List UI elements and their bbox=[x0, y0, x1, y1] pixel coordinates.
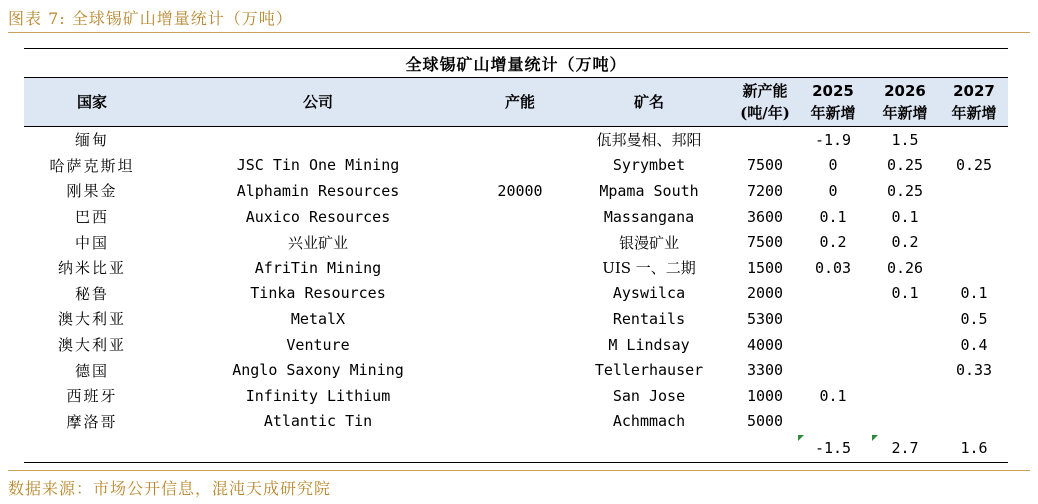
table-row bbox=[24, 383, 1008, 409]
cell-y2025: -1.9 bbox=[814, 130, 852, 149]
cell-country: 澳大利亚 bbox=[57, 336, 126, 355]
total-2026 bbox=[870, 434, 940, 463]
cell-capacity bbox=[476, 229, 564, 255]
cell-y2027 bbox=[940, 178, 1008, 204]
cell-company bbox=[160, 127, 476, 153]
totals-empty-cell bbox=[24, 434, 160, 463]
cell-mine: M Lindsay bbox=[608, 335, 690, 354]
totals-empty-cell bbox=[160, 434, 476, 463]
cell-y2026: 0.26 bbox=[886, 258, 924, 277]
header-mine: 矿名 bbox=[564, 78, 734, 127]
cell-y2026 bbox=[870, 332, 940, 358]
cell-new-capacity: 5300 bbox=[746, 309, 784, 328]
cell-country: 秘鲁 bbox=[74, 284, 109, 303]
cell-country: 缅甸 bbox=[74, 131, 109, 150]
cell-country: 德国 bbox=[74, 361, 109, 380]
total-value: 2.7 bbox=[891, 439, 919, 458]
header-2025 bbox=[796, 78, 870, 127]
header-2027 bbox=[940, 78, 1008, 127]
table-row bbox=[24, 357, 1008, 383]
cell-y2026: 0.1 bbox=[891, 207, 919, 226]
cell-y2027 bbox=[940, 127, 1008, 153]
cell-company: Alphamin Resources bbox=[236, 181, 400, 200]
cell-capacity bbox=[476, 153, 564, 179]
cell-y2027: 0.5 bbox=[960, 309, 988, 328]
header-2026-label: 年新增 bbox=[882, 104, 928, 122]
header-2026-year: 2026 bbox=[884, 82, 926, 100]
cell-capacity bbox=[476, 127, 564, 153]
cell-company: Atlantic Tin bbox=[263, 412, 373, 431]
cell-y2026: 0.25 bbox=[886, 156, 924, 175]
cell-y2025 bbox=[796, 332, 870, 358]
cell-mine: Rentails bbox=[612, 309, 686, 328]
cell-mine: Mpama South bbox=[599, 181, 699, 200]
cell-y2025: 0.2 bbox=[819, 233, 847, 252]
cell-country: 澳大利亚 bbox=[57, 310, 126, 329]
cell-mine: Massangana bbox=[603, 207, 695, 226]
cell-capacity: 20000 bbox=[497, 181, 543, 200]
totals-row bbox=[24, 434, 1008, 463]
cell-country: 巴西 bbox=[74, 208, 109, 227]
total-2027 bbox=[940, 434, 1008, 463]
cell-y2026: 0.25 bbox=[886, 181, 924, 200]
cell-new-capacity: 1000 bbox=[746, 386, 784, 405]
cell-y2026: 0.1 bbox=[891, 284, 919, 303]
cell-capacity bbox=[476, 383, 564, 409]
cell-mine: Achmmach bbox=[612, 412, 686, 431]
cell-mine: Ayswilca bbox=[612, 284, 686, 303]
table-row bbox=[24, 127, 1008, 153]
header-new-capacity bbox=[734, 78, 796, 127]
cell-y2026: 0.2 bbox=[891, 233, 919, 252]
cell-y2025 bbox=[796, 409, 870, 435]
cell-mine: San Jose bbox=[612, 386, 686, 405]
cell-y2027 bbox=[940, 204, 1008, 230]
cell-new-capacity bbox=[734, 127, 796, 153]
cell-new-capacity: 1500 bbox=[746, 258, 784, 277]
table-row bbox=[24, 332, 1008, 358]
cell-y2025: 0.1 bbox=[819, 386, 847, 405]
cell-y2026 bbox=[870, 306, 940, 332]
header-2027-label: 年新增 bbox=[951, 104, 997, 122]
cell-y2025: 0.03 bbox=[814, 258, 852, 277]
header-2026 bbox=[870, 78, 940, 127]
top-rule bbox=[8, 32, 1030, 33]
table-row bbox=[24, 255, 1008, 281]
header-2025-label: 年新增 bbox=[810, 104, 856, 122]
cell-y2026 bbox=[870, 383, 940, 409]
cell-y2026 bbox=[870, 357, 940, 383]
cell-country: 摩洛哥 bbox=[66, 412, 118, 431]
cell-y2027: 0.1 bbox=[960, 284, 988, 303]
cell-y2026: 1.5 bbox=[891, 130, 919, 149]
totals-empty-cell bbox=[734, 434, 796, 463]
cell-company: MetalX bbox=[290, 309, 346, 328]
cell-y2027 bbox=[940, 409, 1008, 435]
table-row bbox=[24, 306, 1008, 332]
cell-y2027: 0.25 bbox=[955, 156, 993, 175]
cell-company: Tinka Resources bbox=[250, 284, 386, 303]
cell-y2027: 0.33 bbox=[955, 361, 993, 380]
cell-capacity bbox=[476, 409, 564, 435]
cell-capacity bbox=[476, 255, 564, 281]
cell-y2027: 0.4 bbox=[960, 335, 988, 354]
totals-empty-cell bbox=[476, 434, 564, 463]
cell-capacity bbox=[476, 306, 564, 332]
bottom-rule bbox=[8, 470, 1030, 471]
formula-marker-icon bbox=[798, 435, 804, 441]
header-row bbox=[24, 78, 1008, 127]
cell-new-capacity: 7500 bbox=[746, 233, 784, 252]
header-new-capacity-line2: (吨/年) bbox=[740, 104, 790, 122]
table-row bbox=[24, 229, 1008, 255]
cell-capacity bbox=[476, 357, 564, 383]
cell-mine: Tellerhauser bbox=[594, 361, 704, 380]
cell-y2025: 0.1 bbox=[819, 207, 847, 226]
cell-y2027 bbox=[940, 383, 1008, 409]
cell-mine: 银漫矿业 bbox=[618, 233, 679, 252]
source-note: 数据来源：市场公开信息，混沌天成研究院 bbox=[8, 479, 332, 498]
cell-new-capacity: 7200 bbox=[746, 181, 784, 200]
cell-y2025: 0 bbox=[828, 156, 838, 175]
total-2025 bbox=[796, 434, 870, 463]
header-company: 公司 bbox=[160, 78, 476, 127]
cell-country: 西班牙 bbox=[66, 387, 118, 406]
total-value: 1.6 bbox=[960, 439, 988, 458]
cell-new-capacity: 2000 bbox=[746, 284, 784, 303]
table-container bbox=[24, 48, 1008, 463]
total-value: -1.5 bbox=[814, 439, 852, 458]
cell-new-capacity: 5000 bbox=[746, 412, 784, 431]
cell-new-capacity: 3300 bbox=[746, 361, 784, 380]
table-row bbox=[24, 153, 1008, 179]
table-row bbox=[24, 178, 1008, 204]
header-country: 国家 bbox=[24, 78, 160, 127]
table-row bbox=[24, 281, 1008, 307]
cell-y2025 bbox=[796, 306, 870, 332]
cell-new-capacity: 4000 bbox=[746, 335, 784, 354]
cell-new-capacity: 7500 bbox=[746, 156, 784, 175]
table-caption: 全球锡矿山增量统计（万吨） bbox=[24, 49, 1008, 78]
header-new-capacity-line1: 新产能 bbox=[742, 82, 788, 100]
cell-mine: 佤邦曼相、邦阳 bbox=[596, 131, 702, 150]
cell-company: Infinity Lithium bbox=[245, 386, 391, 405]
cell-y2027 bbox=[940, 229, 1008, 255]
cell-y2025 bbox=[796, 281, 870, 307]
cell-y2026 bbox=[870, 409, 940, 435]
totals-empty-cell bbox=[564, 434, 734, 463]
table-row bbox=[24, 409, 1008, 435]
cell-capacity bbox=[476, 204, 564, 230]
table-row bbox=[24, 204, 1008, 230]
table-body bbox=[24, 127, 1008, 463]
cell-country: 纳米比亚 bbox=[57, 259, 126, 278]
formula-marker-icon bbox=[872, 435, 878, 441]
tin-mine-increment-table bbox=[24, 48, 1008, 463]
cell-mine: UIS 一、二期 bbox=[602, 259, 696, 278]
cell-country: 中国 bbox=[74, 233, 109, 252]
cell-capacity bbox=[476, 332, 564, 358]
cell-company: Anglo Saxony Mining bbox=[232, 361, 404, 380]
cell-y2025: 0 bbox=[828, 181, 838, 200]
cell-capacity bbox=[476, 281, 564, 307]
cell-mine: Syrymbet bbox=[612, 156, 686, 175]
cell-company: Auxico Resources bbox=[245, 207, 391, 226]
cell-country: 哈萨克斯坦 bbox=[49, 156, 135, 175]
cell-y2025 bbox=[796, 357, 870, 383]
cell-new-capacity: 3600 bbox=[746, 207, 784, 226]
cell-y2027 bbox=[940, 255, 1008, 281]
header-2027-year: 2027 bbox=[953, 82, 995, 100]
header-2025-year: 2025 bbox=[812, 82, 854, 100]
cell-company: AfriTin Mining bbox=[254, 258, 382, 277]
cell-company: JSC Tin One Mining bbox=[236, 156, 400, 175]
cell-country: 刚果金 bbox=[66, 182, 118, 201]
cell-company: 兴业矿业 bbox=[287, 233, 348, 252]
figure-title: 图表 7: 全球锡矿山增量统计（万吨） bbox=[8, 9, 293, 28]
cell-company: Venture bbox=[286, 335, 350, 354]
header-capacity: 产能 bbox=[476, 78, 564, 127]
